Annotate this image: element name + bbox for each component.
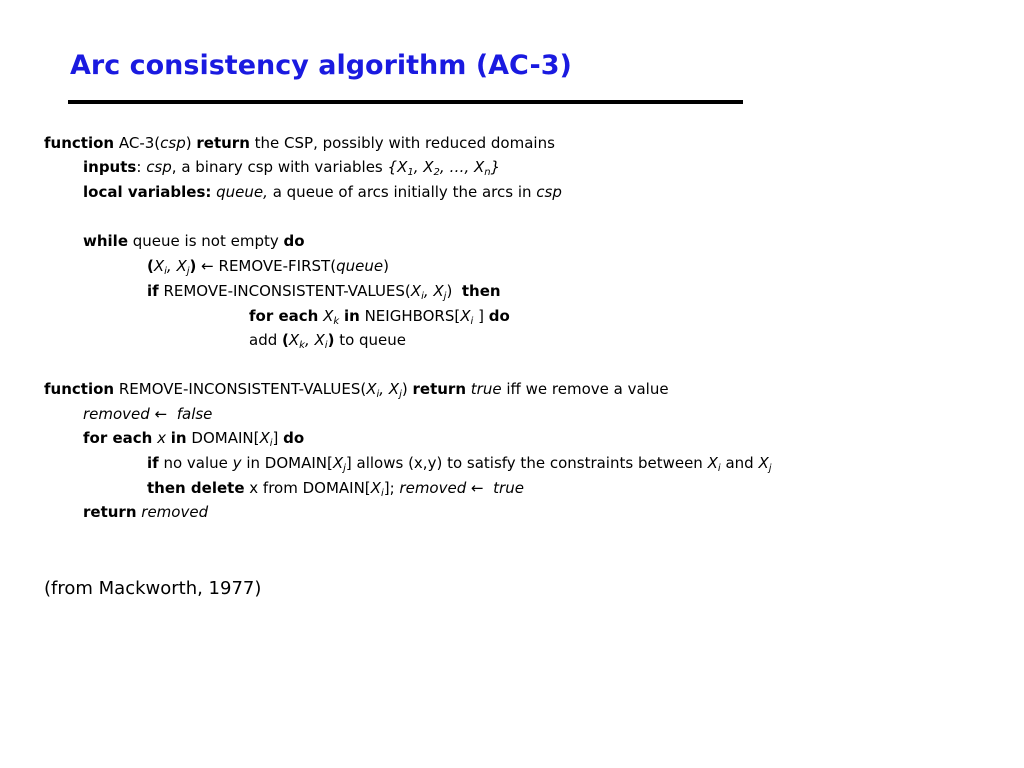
keyword-function: function	[44, 380, 115, 398]
keyword-do: do	[283, 429, 305, 447]
arc-pair: $X_i$, $X_j$	[153, 257, 190, 277]
keyword-inputs: inputs	[83, 158, 137, 176]
source-citation: (from Mackworth, 1977)	[44, 578, 262, 599]
riv-then-delete: then delete x from $DOMAIN[X_i]$; removed ← true	[147, 479, 524, 499]
riv-removed-init: removed ← false	[83, 405, 213, 423]
ac3-if: if REMOVE-$INCONSISTENT-VALUES(X_i$, $X_j$) then	[147, 282, 501, 302]
locals-csp: csp	[536, 183, 562, 201]
ac3-close: )	[185, 134, 192, 152]
ac3-inputs	[83, 157, 500, 177]
ac3-while	[83, 231, 305, 251]
ac3-return-desc: the CSP, possibly with reduced domains	[254, 134, 555, 152]
keyword-while: while	[83, 232, 128, 250]
riv-call: REMOVE-INCONSISTENT-VALUES(	[163, 282, 411, 300]
keyword-then-delete: then delete	[147, 479, 245, 497]
title-underline	[68, 100, 743, 104]
assign-arrow: ←	[201, 257, 214, 275]
keyword-local-variables: local variables:	[83, 183, 212, 201]
ac3-pop: ($X_i$, $X_j$) ← REMOVE-FIRST(queue)	[147, 257, 389, 277]
local-var-queue: queue,	[216, 183, 268, 201]
keyword-do: do	[283, 232, 305, 250]
keyword-return: return	[83, 503, 137, 521]
remove-first: REMOVE-FIRST(	[218, 257, 337, 275]
riv-foreach: for each x in $DOMAIN[X_i]$ do	[83, 429, 305, 449]
keyword-if: if	[147, 454, 159, 472]
keyword-for-each: for each	[83, 429, 153, 447]
keyword-return: return	[412, 380, 466, 398]
riv-return: return removed	[83, 503, 209, 521]
ac3-signature	[44, 133, 555, 153]
inputs-csp: csp	[146, 158, 172, 176]
ac3-foreach: for each $X_k$ in $NEIGHBORS[X_i$ ] do	[249, 307, 510, 327]
ac3-add: add ($X_k$, $X_i$) to queue	[249, 331, 407, 351]
riv-if: if no value y in $DOMAIN[X_j]$ allows (x,y) to satisfy the constraints between $X_i$ and $X_j$	[147, 454, 772, 474]
neighbors-call: NEIGHBORS[	[364, 307, 461, 325]
variable-set: {$X_1$, $X_2$, …, $X_n$}	[387, 158, 501, 178]
keyword-in: in	[343, 307, 360, 325]
keyword-return: return	[196, 134, 250, 152]
slide-title: Arc consistency algorithm (AC-3)	[70, 50, 572, 81]
ac3-locals	[83, 182, 562, 202]
keyword-then: then	[461, 282, 501, 300]
ac3-arg: csp	[160, 134, 186, 152]
inputs-desc: , a binary csp with variables	[171, 158, 383, 176]
keyword-in: in	[170, 429, 187, 447]
while-condition: queue is not empty	[132, 232, 279, 250]
keyword-for-each: for each	[249, 307, 319, 325]
locals-desc: a queue of arcs initially the arcs in	[272, 183, 532, 201]
inputs-colon: :	[136, 158, 142, 176]
keyword-if: if	[147, 282, 159, 300]
keyword-do: do	[488, 307, 510, 325]
keyword-function: function	[44, 134, 115, 152]
riv-signature: function REMOVE-$INCONSISTENT-VALUES(X_i$, $X_j$) return true iff we remove a value	[44, 380, 669, 400]
ac3-name: AC-3(	[118, 134, 161, 152]
riv-name: REMOVE-INCONSISTENT-VALUES(	[118, 380, 367, 398]
